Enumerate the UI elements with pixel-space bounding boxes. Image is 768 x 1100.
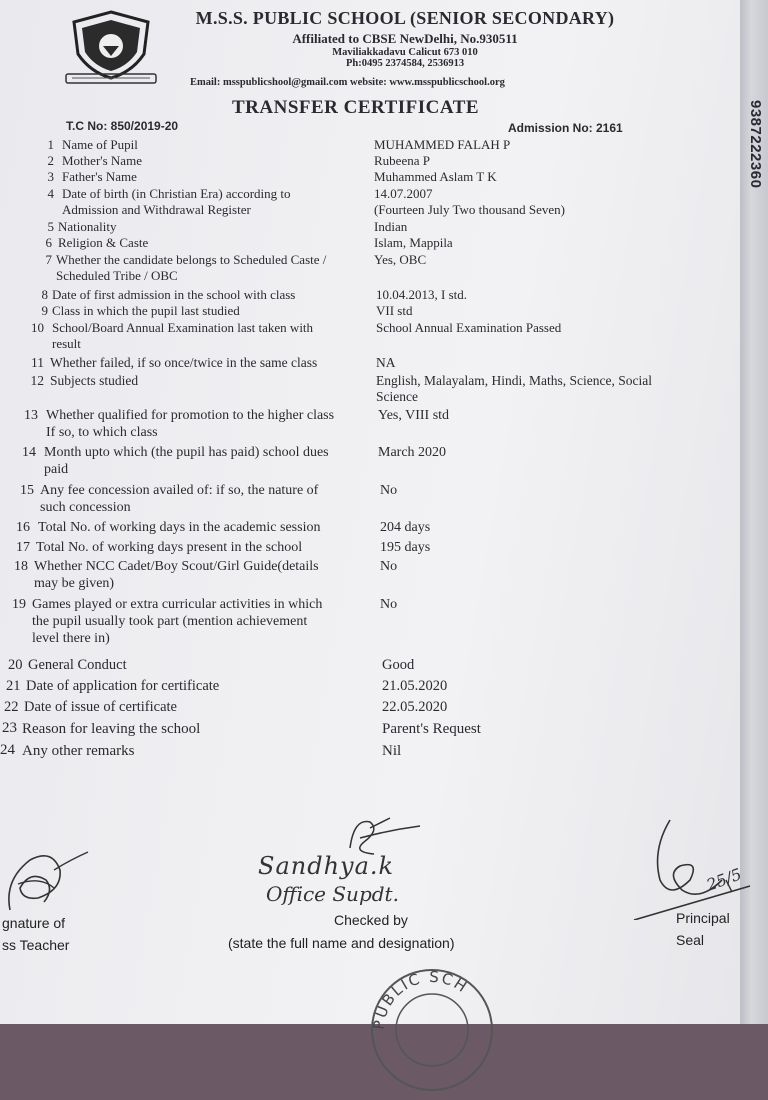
field-value-line: No bbox=[380, 559, 398, 574]
field-label bbox=[32, 597, 322, 647]
field-number: 19 bbox=[12, 597, 26, 612]
school-logo-icon bbox=[62, 8, 160, 88]
field-label bbox=[62, 137, 138, 153]
field-value bbox=[382, 657, 414, 674]
field-value-line: 14.07.2007 bbox=[374, 186, 433, 201]
field-label bbox=[22, 742, 134, 760]
field-value bbox=[380, 540, 430, 557]
checker-designation-handwritten: Office Supdt. bbox=[266, 882, 399, 906]
field-value bbox=[374, 219, 407, 235]
field-label-line: Date of issue of certificate bbox=[24, 699, 177, 715]
school-header bbox=[170, 8, 640, 69]
field-value bbox=[382, 678, 447, 695]
class-teacher-label-2: ss Teacher bbox=[2, 937, 70, 953]
field-value-line: 21.05.2020 bbox=[382, 678, 448, 694]
field-value bbox=[374, 169, 497, 185]
field-number: 21 bbox=[6, 678, 21, 694]
field-value bbox=[382, 720, 481, 738]
field-value bbox=[378, 445, 446, 462]
field-value bbox=[378, 408, 449, 425]
field-label-line: Month upto which (the pupil has paid) school dues bbox=[44, 445, 329, 460]
field-label-line: Date of first admission in the school with class bbox=[52, 287, 296, 302]
field-label bbox=[56, 252, 326, 283]
field-label-line: Games played or extra curricular activities in which bbox=[32, 597, 323, 612]
checked-by-note: (state the full name and designation) bbox=[228, 935, 455, 951]
field-label-line: Total No. of working days present in the school bbox=[36, 540, 303, 555]
field-label-line: Subjects studied bbox=[50, 373, 139, 388]
field-label-line: Whether the candidate belongs to Scheduled Caste / bbox=[56, 252, 327, 267]
school-seal-stamp-icon bbox=[362, 960, 502, 1100]
field-value bbox=[376, 320, 561, 336]
field-value-line: English, Malayalam, Hindi, Maths, Science, Social bbox=[376, 373, 652, 388]
admission-number: Admission No: 2161 bbox=[508, 121, 623, 135]
field-number: 22 bbox=[4, 699, 19, 715]
field-label-line: Name of Pupil bbox=[62, 137, 138, 152]
field-label bbox=[46, 408, 334, 442]
field-number: 12 bbox=[30, 373, 44, 388]
field-label bbox=[40, 483, 318, 517]
field-value-line: 10.04.2013, I std. bbox=[376, 287, 467, 302]
field-label bbox=[52, 320, 313, 351]
school-address: Maviliakkadavu Calicut 673 010 bbox=[332, 47, 478, 58]
affiliation: Affiliated to CBSE NewDelhi, No.930511 bbox=[292, 31, 518, 46]
field-label-line: Whether failed, if so once/twice in the same class bbox=[50, 355, 318, 370]
field-label-line: Religion & Caste bbox=[58, 235, 149, 250]
strip-phone-number: 9387222360 bbox=[747, 100, 764, 189]
field-label bbox=[26, 678, 219, 695]
class-teacher-label-1: gnature of bbox=[2, 915, 66, 931]
field-value-line: VII std bbox=[376, 303, 413, 318]
field-value-line: March 2020 bbox=[378, 445, 447, 460]
field-number: 20 bbox=[8, 657, 23, 673]
field-value-line: MUHAMMED FALAH P bbox=[374, 137, 511, 152]
field-label-line: level there in) bbox=[32, 630, 110, 646]
principal-date-handwritten: 25/5 bbox=[703, 864, 745, 895]
field-value bbox=[380, 483, 397, 500]
field-number: 18 bbox=[14, 559, 28, 574]
field-label bbox=[58, 219, 117, 235]
field-label-line: If so, to which class bbox=[46, 424, 158, 440]
field-value bbox=[380, 520, 430, 537]
field-label bbox=[38, 520, 320, 537]
field-number: 15 bbox=[20, 483, 34, 498]
field-number: 9 bbox=[41, 303, 48, 318]
field-label-line: Date of application for certificate bbox=[26, 678, 220, 694]
field-label bbox=[24, 699, 177, 716]
field-label-line: Whether NCC Cadet/Boy Scout/Girl Guide(details bbox=[34, 559, 319, 574]
field-label-line: such concession bbox=[40, 499, 131, 515]
field-value-line: Parent's Request bbox=[382, 721, 481, 737]
field-number: 11 bbox=[31, 355, 44, 370]
field-value bbox=[382, 742, 401, 760]
field-label bbox=[62, 186, 291, 217]
field-number: 16 bbox=[16, 520, 30, 535]
field-label bbox=[28, 657, 127, 674]
field-value bbox=[374, 186, 565, 217]
field-value-line: No bbox=[380, 597, 398, 612]
svg-text:PUBLIC SCH bbox=[370, 968, 472, 1031]
field-number: 24 bbox=[0, 742, 15, 758]
checked-by-label: Checked by bbox=[334, 912, 408, 928]
field-value bbox=[374, 137, 510, 153]
tc-number: T.C No: 850/2019-20 bbox=[66, 119, 179, 133]
field-label bbox=[50, 373, 138, 389]
field-label-line: may be given) bbox=[34, 575, 115, 591]
field-value bbox=[376, 355, 396, 371]
field-label bbox=[62, 153, 142, 169]
field-value-line: Muhammed Aslam T K bbox=[374, 169, 497, 184]
field-label bbox=[62, 169, 137, 185]
field-label-line: Any other remarks bbox=[22, 743, 135, 759]
field-number: 5 bbox=[47, 219, 54, 234]
field-value bbox=[374, 252, 426, 268]
field-number: 8 bbox=[41, 287, 48, 302]
field-value-line: 195 days bbox=[380, 540, 431, 555]
field-label bbox=[36, 540, 302, 557]
field-number: 13 bbox=[24, 408, 38, 423]
field-label-line: Whether qualified for promotion to the higher class bbox=[46, 408, 335, 423]
field-label bbox=[34, 559, 319, 593]
field-value-line: Nil bbox=[382, 743, 402, 759]
field-value-line: (Fourteen July Two thousand Seven) bbox=[374, 201, 565, 217]
seal-text: PUBLIC SCH bbox=[369, 967, 472, 1031]
field-value-line: Rubeena P bbox=[374, 153, 430, 168]
seal-label: Seal bbox=[676, 932, 705, 948]
field-value-line: Islam, Mappila bbox=[374, 235, 453, 250]
principal-label: Principal bbox=[676, 910, 730, 926]
field-label-line: Any fee concession availed of: if so, the nature of bbox=[40, 483, 319, 498]
field-number: 4 bbox=[47, 186, 54, 201]
field-value-line: 22.05.2020 bbox=[382, 699, 448, 715]
field-label-line: Class in which the pupil last studied bbox=[52, 303, 240, 318]
field-label-line: Date of birth (in Christian Era) according to bbox=[62, 186, 291, 201]
field-value bbox=[382, 699, 447, 716]
field-number: 17 bbox=[16, 540, 30, 555]
school-name: M.S.S. PUBLIC SCHOOL (SENIOR SECONDARY) bbox=[195, 8, 615, 28]
field-value bbox=[380, 559, 397, 576]
field-number: 6 bbox=[45, 235, 52, 250]
field-number: 14 bbox=[22, 445, 36, 460]
field-value bbox=[376, 303, 412, 319]
field-label-line: Reason for leaving the school bbox=[22, 721, 201, 737]
field-value-line: No bbox=[380, 483, 398, 498]
field-label bbox=[22, 720, 200, 738]
field-number: 23 bbox=[2, 720, 17, 736]
field-label-line: School/Board Annual Examination last taken with bbox=[52, 320, 314, 335]
field-value-line: School Annual Examination Passed bbox=[376, 320, 562, 335]
field-value-line: NA bbox=[376, 355, 396, 370]
school-email-website: Email: msspublicshool@gmail.com website: www.msspublicschool.org bbox=[190, 77, 505, 88]
field-value bbox=[380, 597, 397, 614]
field-label-line: the pupil usually took part (mention achievement bbox=[32, 613, 308, 629]
field-label bbox=[44, 445, 329, 479]
field-value-line: 204 days bbox=[380, 520, 431, 535]
field-label bbox=[52, 303, 240, 319]
school-phone: Ph:0495 2374584, 2536913 bbox=[345, 58, 465, 69]
field-label bbox=[52, 287, 295, 303]
field-value bbox=[376, 287, 467, 303]
field-value-line: Yes, OBC bbox=[374, 252, 427, 267]
field-label-line: Total No. of working days in the academic session bbox=[38, 520, 321, 535]
field-label-line: Scheduled Tribe / OBC bbox=[56, 267, 178, 283]
field-label-line: paid bbox=[44, 461, 69, 477]
field-value-line: Indian bbox=[374, 219, 408, 234]
certificate-title: TRANSFER CERTIFICATE bbox=[232, 97, 480, 118]
field-number: 2 bbox=[47, 153, 54, 168]
field-value bbox=[374, 153, 430, 169]
field-label-line: Admission and Withdrawal Register bbox=[62, 201, 251, 217]
checker-name-handwritten: Sandhya.k bbox=[258, 852, 395, 880]
field-label-line: Nationality bbox=[58, 219, 117, 234]
field-label bbox=[50, 355, 317, 371]
field-label-line: Mother's Name bbox=[62, 153, 142, 168]
field-number: 3 bbox=[47, 169, 54, 184]
field-label-line: Father's Name bbox=[62, 169, 137, 184]
field-number: 7 bbox=[45, 252, 52, 267]
field-value-line: Yes, VIII std bbox=[378, 408, 450, 423]
field-label bbox=[58, 235, 148, 251]
field-label-line: result bbox=[52, 335, 81, 351]
principal-signature-icon bbox=[630, 810, 760, 920]
field-value-line: Good bbox=[382, 657, 415, 673]
field-number: 10 bbox=[31, 320, 44, 335]
field-label-line: General Conduct bbox=[28, 657, 127, 673]
field-value bbox=[376, 373, 652, 405]
field-value bbox=[374, 235, 453, 251]
field-value-line: Science bbox=[376, 389, 418, 405]
field-number: 1 bbox=[47, 137, 54, 152]
